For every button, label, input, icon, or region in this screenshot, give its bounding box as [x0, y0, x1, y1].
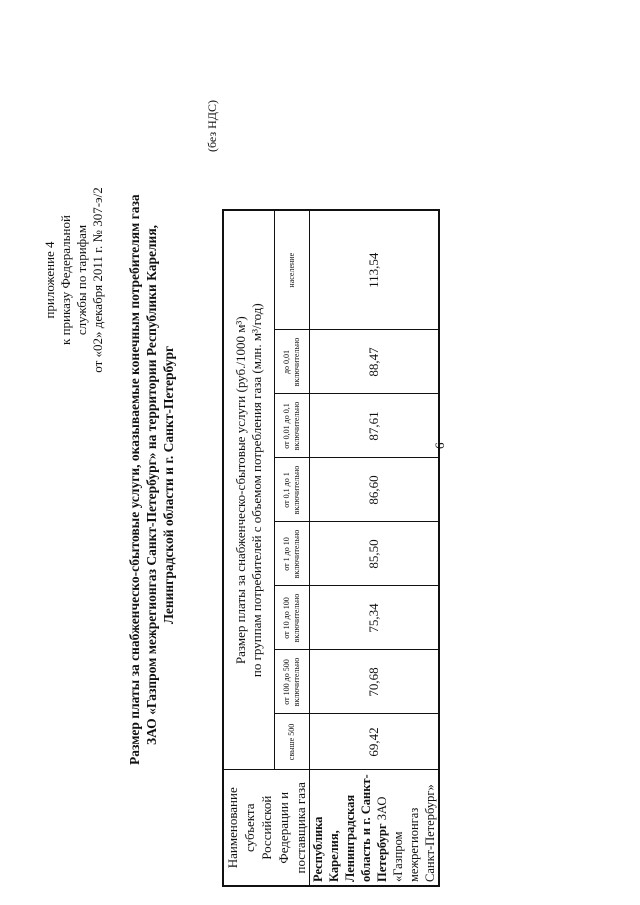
group-header: до 0,01 включительно [275, 330, 310, 394]
document-title [126, 194, 177, 765]
value-cell: 85,50 [310, 522, 440, 586]
vat-note: (без НДС) [205, 100, 219, 153]
page-number: 6 [432, 442, 447, 449]
value-cell: 70,68 [310, 650, 440, 714]
appendix-block [42, 100, 106, 460]
value-cell: 75,34 [310, 586, 440, 650]
appendix-line: службы по тарифам [74, 224, 89, 336]
appendix-line: приложение 4 [42, 241, 57, 319]
value-cell: 88,47 [310, 330, 440, 394]
tariff-table [222, 209, 440, 887]
title-line: ЗАО «Газпром межрегионгаз Санкт-Петербург» на территории Республики Карелия, [144, 224, 159, 746]
subject-cell [310, 770, 440, 886]
table-row [310, 210, 440, 886]
fee-header [223, 210, 275, 770]
title-line: Размер платы за снабженческо-сбытовые услуги, оказываемые конечным потребителям газа [127, 194, 142, 765]
group-header: от 0,01 до 0,1 включительно [275, 394, 310, 458]
group-header: свыше 500 [275, 714, 310, 770]
group-header: от 0,1 до 1 включительно [275, 458, 310, 522]
appendix-line: от «02» декабря 2011 г. № 307-э/2 [90, 187, 105, 373]
region-name: Республика Карелия, Ленинградская область и г. Санкт-Петербург [311, 774, 389, 882]
fee-header-line: Размер платы за снабженческо-сбытовые услуги (руб./1000 м³) [233, 316, 248, 665]
fee-header-line: по группам потребителей с объемом потребления газа (млн. м³/год) [249, 303, 264, 678]
group-header: от 1 до 10 включительно [275, 522, 310, 586]
value-cell: 86,60 [310, 458, 440, 522]
value-cell: 69,42 [310, 714, 440, 770]
subject-header: Наименование субъекта Российской Федерации и поставщика газа [223, 770, 310, 886]
group-header: от 100 до 500 включительно [275, 650, 310, 714]
group-header: население [275, 210, 310, 330]
supplier-name: ЗАО «Газпром межрегионгаз Санкт-Петербург» [375, 784, 437, 882]
value-cell: 113,54 [310, 210, 440, 330]
header-row [223, 210, 275, 886]
appendix-line: к приказу Федеральной [58, 215, 73, 345]
group-header: от 10 до 100 включительно [275, 586, 310, 650]
title-line: Ленинградской области и г. Санкт-Петербург [161, 345, 176, 625]
value-cell: 87,61 [310, 394, 440, 458]
